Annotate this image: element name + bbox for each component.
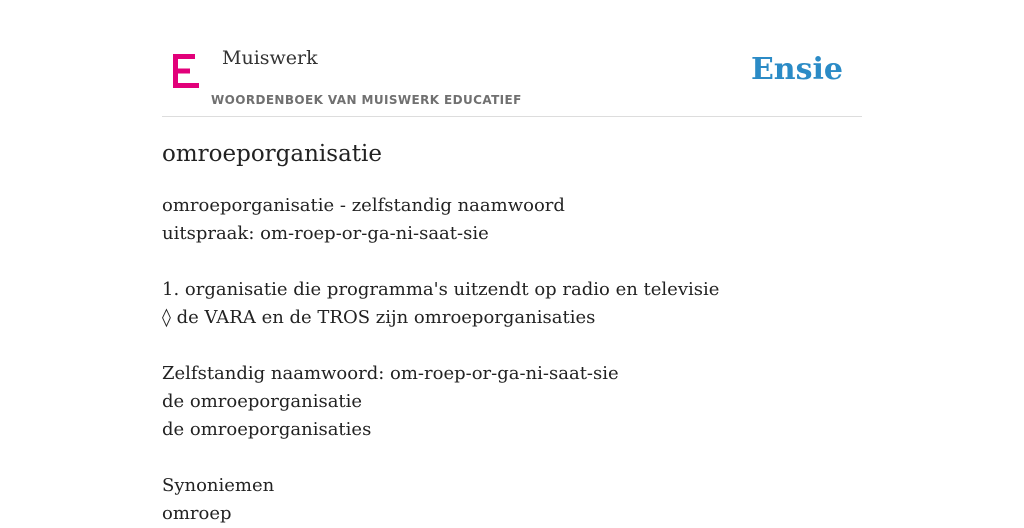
pronunciation-line: uitspraak: om-roep-or-ga-ni-saat-sie bbox=[162, 223, 489, 244]
headword-line: omroeporganisatie - zelfstandig naamwoord bbox=[162, 195, 565, 216]
site-name-link[interactable]: Muiswerk bbox=[222, 47, 318, 69]
singular-form: de omroeporganisatie bbox=[162, 391, 363, 412]
plural-form: de omroeporganisaties bbox=[162, 419, 372, 440]
spacer bbox=[162, 248, 862, 276]
spacer bbox=[162, 444, 862, 472]
definition-line: 1. organisatie die programma's uitzendt op radio en televisie bbox=[162, 279, 720, 300]
synonym-item: omroep bbox=[162, 503, 232, 524]
ensie-logo-link[interactable]: Ensie bbox=[750, 52, 843, 87]
synonyms-heading: Synoniemen bbox=[162, 475, 275, 496]
site-header bbox=[162, 0, 862, 117]
spacer bbox=[162, 332, 862, 360]
muiswerk-logo-icon[interactable] bbox=[173, 54, 199, 88]
site-subtitle: WOORDENBOEK VAN MUISWERK EDUCATIEF bbox=[211, 93, 522, 107]
part-of-speech-line: Zelfstandig naamwoord: om-roep-or-ga-ni-saat-sie bbox=[162, 363, 619, 384]
page-container bbox=[162, 0, 862, 524]
entry-content bbox=[162, 192, 862, 528]
page-title: omroeporganisatie bbox=[162, 141, 383, 167]
example-line: ◊ de VARA en de TROS zijn omroeporganisaties bbox=[162, 307, 596, 328]
